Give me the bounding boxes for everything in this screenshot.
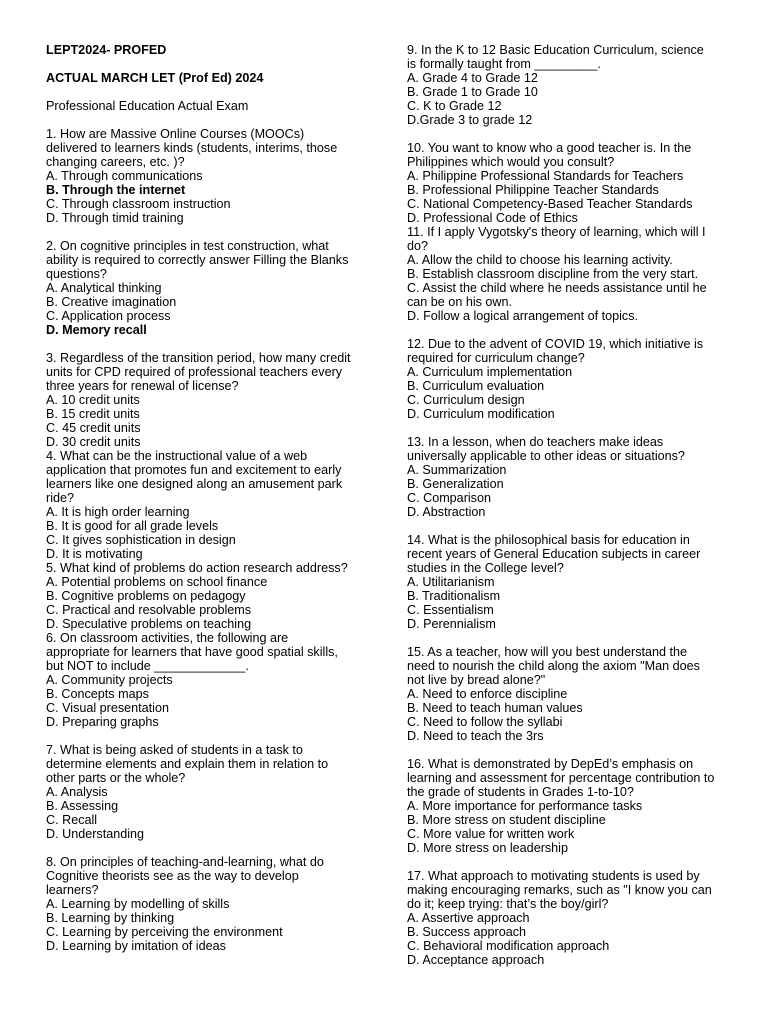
option-c: C. Assist the child where he needs assistance until he — [407, 281, 707, 295]
option-a: A. Allow the child to choose his learning activity. — [407, 253, 673, 267]
question-stem-line: do? — [407, 239, 429, 253]
question-stem-line: ability is required to correctly answer Filling the Blanks — [46, 253, 349, 267]
option-d: D.Grade 3 to grade 12 — [407, 113, 533, 127]
question-stem-line: 12. Due to the advent of COVID 19, which initiative is — [407, 337, 704, 351]
right-column — [407, 43, 725, 967]
option-d: D. Follow a logical arrangement of topics. — [407, 309, 638, 323]
question-10 — [407, 141, 725, 225]
question-8 — [46, 855, 364, 953]
question-16 — [407, 757, 725, 855]
question-stem-line: but NOT to include _____________. — [46, 659, 249, 673]
option-d: D. Acceptance approach — [407, 953, 545, 967]
option-b: B. Traditionalism — [407, 589, 501, 603]
option-b: B. Curriculum evaluation — [407, 379, 545, 393]
option-b: B. Professional Philippine Teacher Standards — [407, 183, 659, 197]
option-d: D. Learning by imitation of ideas — [46, 939, 226, 953]
question-stem-line: is formally taught from _________. — [407, 57, 601, 71]
option-a: A. 10 credit units — [46, 393, 140, 407]
option-d: D. Preparing graphs — [46, 715, 159, 729]
question-stem-line: three years for renewal of license? — [46, 379, 239, 393]
question-stem-line: 7. What is being asked of students in a task to — [46, 743, 303, 757]
question-3 — [46, 351, 364, 449]
question-stem-line: learners? — [46, 883, 99, 897]
option-c: C. K to Grade 12 — [407, 99, 502, 113]
question-stem-line: ride? — [46, 491, 75, 505]
question-stem-line: 10. You want to know who a good teacher is. In the — [407, 141, 692, 155]
question-stem-line: recent years of General Education subjects in career — [407, 547, 701, 561]
question-11 — [407, 225, 725, 323]
question-stem-line: other parts or the whole? — [46, 771, 186, 785]
left-column — [46, 43, 364, 953]
question-stem-line: changing careers, etc. )? — [46, 155, 185, 169]
question-stem-line: not live by bread alone?" — [407, 673, 546, 687]
option-b: B. 15 credit units — [46, 407, 140, 421]
question-17 — [407, 869, 725, 967]
option-d: D. Understanding — [46, 827, 145, 841]
option-b: B. Creative imagination — [46, 295, 177, 309]
question-6 — [46, 631, 364, 729]
question-stem-line: 17. What approach to motivating students is used by — [407, 869, 700, 883]
option-b: B. Generalization — [407, 477, 504, 491]
option-a: A. Analysis — [46, 785, 108, 799]
question-stem-line: 5. What kind of problems do action research address? — [46, 561, 348, 575]
question-5 — [46, 561, 364, 631]
question-stem-line: questions? — [46, 267, 107, 281]
question-stem-line: 2. On cognitive principles in test construction, what — [46, 239, 329, 253]
option-c: C. Recall — [46, 813, 98, 827]
question-stem-line: the grade of students in Grades 1-to-10? — [407, 785, 634, 799]
option-c: C. Visual presentation — [46, 701, 169, 715]
option-b: B. Cognitive problems on pedagogy — [46, 589, 246, 603]
option-d: D. Professional Code of Ethics — [407, 211, 578, 225]
option-c: C. Comparison — [407, 491, 491, 505]
option-d: D. Through timid training — [46, 211, 184, 225]
option-c: C. More value for written work — [407, 827, 575, 841]
option-b: B. Assessing — [46, 799, 119, 813]
question-stem-line: 4. What can be the instructional value of a web — [46, 449, 308, 463]
option-d: D. Perennialism — [407, 617, 496, 631]
option-d: D. Abstraction — [407, 505, 486, 519]
option-c: C. 45 credit units — [46, 421, 141, 435]
question-stem-line: need to nourish the child along the axiom "Man does — [407, 659, 700, 673]
question-stem-line: application that promotes fun and excitement to early — [46, 463, 342, 477]
question-stem-line: 3. Regardless of the transition period, how many credit — [46, 351, 351, 365]
question-stem-line: delivered to learners kinds (students, interims, those — [46, 141, 338, 155]
option-c: C. It gives sophistication in design — [46, 533, 236, 547]
option-b: B. Establish classroom discipline from the very start. — [407, 267, 699, 281]
option-a: A. Need to enforce discipline — [407, 687, 568, 701]
question-stem-line: learners like one designed along an amusement park — [46, 477, 343, 491]
question-stem-line: 8. On principles of teaching-and-learning, what do — [46, 855, 324, 869]
question-stem-line: 15. As a teacher, how will you best understand the — [407, 645, 688, 659]
option-a: A. Learning by modelling of skills — [46, 897, 230, 911]
question-stem-line: 16. What is demonstrated by DepEd’s emphasis on — [407, 757, 694, 771]
question-stem-line: appropriate for learners that have good spatial skills, — [46, 645, 338, 659]
option-a: A. Philippine Professional Standards for Teachers — [407, 169, 684, 183]
question-15 — [407, 645, 725, 743]
option-b: B. It is good for all grade levels — [46, 519, 219, 533]
option-a: A. Utilitarianism — [407, 575, 495, 589]
option-a: A. Assertive approach — [407, 911, 530, 925]
option-c: C. Learning by perceiving the environment — [46, 925, 283, 939]
option-b: B. Success approach — [407, 925, 527, 939]
question-4 — [46, 449, 364, 561]
document-title: ACTUAL MARCH LET (Prof Ed) 2024 — [46, 71, 264, 85]
option-d: D. 30 credit units — [46, 435, 141, 449]
option-d: D. Need to teach the 3rs — [407, 729, 544, 743]
option-a: A. Grade 4 to Grade 12 — [407, 71, 538, 85]
option-a: A. Community projects — [46, 673, 173, 687]
option-c: C. National Competency-Based Teacher Standards — [407, 197, 693, 211]
option-a: A. Curriculum implementation — [407, 365, 573, 379]
question-stem-line: 9. In the K to 12 Basic Education Curriculum, science — [407, 43, 704, 57]
question-14 — [407, 533, 725, 631]
question-stem-line: 14. What is the philosophical basis for education in — [407, 533, 690, 547]
option-a: A. Summarization — [407, 463, 507, 477]
option-b: B. Concepts maps — [46, 687, 149, 701]
option-a: A. It is high order learning — [46, 505, 190, 519]
question-stem-line: units for CPD required of professional teachers every — [46, 365, 343, 379]
option-c: C. Through classroom instruction — [46, 197, 231, 211]
question-stem-line: 6. On classroom activities, the following are — [46, 631, 289, 645]
option-d: D. Curriculum modification — [407, 407, 555, 421]
question-2 — [46, 239, 364, 337]
option-d: D. More stress on leadership — [407, 841, 568, 855]
option-d: D. It is motivating — [46, 547, 143, 561]
option-d-answer: D. Memory recall — [46, 323, 147, 337]
question-stem-line: studies in the College level? — [407, 561, 564, 575]
option-a: A. Potential problems on school finance — [46, 575, 268, 589]
question-stem-line: Cognitive theorists see as the way to develop — [46, 869, 299, 883]
option-a: A. Through communications — [46, 169, 203, 183]
question-9 — [407, 43, 725, 127]
question-7 — [46, 743, 364, 841]
option-c: C. Behavioral modification approach — [407, 939, 610, 953]
option-c: C. Essentialism — [407, 603, 494, 617]
question-stem-line: universally applicable to other ideas or situations? — [407, 449, 685, 463]
option-a: A. Analytical thinking — [46, 281, 162, 295]
option-b: B. Need to teach human values — [407, 701, 583, 715]
option-b: B. Learning by thinking — [46, 911, 175, 925]
question-stem-line: do it; keep trying: that’s the boy/girl? — [407, 897, 609, 911]
option-a: A. More importance for performance tasks — [407, 799, 643, 813]
question-13 — [407, 435, 725, 519]
question-stem-line: 13. In a lesson, when do teachers make ideas — [407, 435, 664, 449]
option-c: C. Need to follow the syllabi — [407, 715, 563, 729]
question-stem-line: required for curriculum change? — [407, 351, 585, 365]
option-b: B. Grade 1 to Grade 10 — [407, 85, 538, 99]
option-b-answer: B. Through the internet — [46, 183, 186, 197]
option-c: C. Practical and resolvable problems — [46, 603, 252, 617]
question-stem-line: 11. If I apply Vygotsky's theory of learning, which will I — [407, 225, 706, 239]
question-stem-line: 1. How are Massive Online Courses (MOOCs) — [46, 127, 305, 141]
option-c: C. Application process — [46, 309, 171, 323]
question-stem-line: making encouraging remarks, such as "I know you can — [407, 883, 712, 897]
document-subtitle: Professional Education Actual Exam — [46, 99, 249, 113]
question-12 — [407, 337, 725, 421]
question-1 — [46, 127, 364, 225]
option-c-continued: can be on his own. — [407, 295, 513, 309]
question-stem-line: Philippines which would you consult? — [407, 155, 615, 169]
question-stem-line: learning and assessment for percentage contribution to — [407, 771, 715, 785]
option-b: B. More stress on student discipline — [407, 813, 606, 827]
document-header: LEPT2024- PROFED — [46, 43, 167, 57]
option-d: D. Speculative problems on teaching — [46, 617, 252, 631]
question-stem-line: determine elements and explain them in relation to — [46, 757, 329, 771]
option-c: C. Curriculum design — [407, 393, 525, 407]
